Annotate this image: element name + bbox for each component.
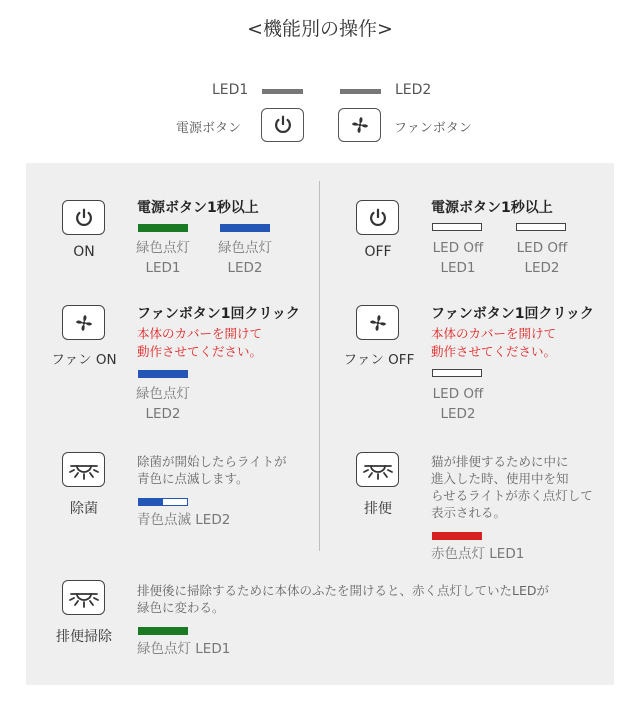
fan-on-led-state: 緑色点灯 <box>136 386 190 402</box>
sterilize-icon-box <box>62 452 105 487</box>
off-heading: 電源ボタン1秒以上 <box>431 200 553 216</box>
power-button[interactable] <box>261 108 304 142</box>
uv-lamp-icon <box>67 585 101 611</box>
fan-button[interactable] <box>338 108 381 142</box>
fan-off-label: ファン OFF <box>343 352 415 368</box>
led1-indicator <box>262 89 303 94</box>
power-icon <box>367 207 389 229</box>
sterilize-desc-2: 青色に点滅します。 <box>137 471 249 486</box>
fan-icon <box>72 311 96 335</box>
on-label: ON <box>73 244 95 260</box>
fan-off-heading: ファンボタン1回クリック <box>431 306 594 322</box>
cleaning-led-text: 緑色点灯 LED1 <box>137 641 231 657</box>
off-led2-bar <box>516 223 566 231</box>
cleaning-label: 排便掃除 <box>56 629 112 645</box>
off-label: OFF <box>364 244 392 260</box>
fan-off-led-name: LED2 <box>440 406 476 422</box>
sterilize-desc-1: 除菌が開始したらライトが <box>137 454 287 469</box>
page-title: <機能別の操作> <box>247 18 393 40</box>
fan-off-led-state: LED Off <box>432 386 484 402</box>
on-led1-state: 緑色点灯 <box>136 240 190 256</box>
on-led2-state: 緑色点灯 <box>218 240 272 256</box>
off-led1-name: LED1 <box>440 260 476 276</box>
sterilize-led2-bar <box>138 498 188 506</box>
power-icon <box>73 207 95 229</box>
fan-on-warning-1: 本体のカバーを開けて <box>137 326 263 341</box>
power-icon <box>272 114 294 136</box>
off-led2-name: LED2 <box>524 260 560 276</box>
excretion-desc-4: 表示される。 <box>431 505 507 520</box>
fan-off-led2-bar <box>432 369 482 377</box>
sterilize-led-text: 青色点滅 LED2 <box>137 512 231 528</box>
on-led1-name: LED1 <box>145 260 181 276</box>
excretion-desc-3: らせるライトが赤く点灯して <box>431 488 593 503</box>
off-led2-state: LED Off <box>516 240 568 256</box>
excretion-led1-bar <box>432 532 482 540</box>
uv-lamp-icon <box>67 457 101 483</box>
fan-icon <box>348 113 372 137</box>
on-led2-bar <box>220 224 270 232</box>
power-button-label: 電源ボタン <box>176 121 242 136</box>
led2-label: LED2 <box>395 82 432 98</box>
on-led1-bar <box>138 224 188 232</box>
fan-icon <box>366 311 390 335</box>
fan-on-led-name: LED2 <box>145 406 181 422</box>
off-led1-bar <box>432 223 482 231</box>
cleaning-desc-2: 緑色に変わる。 <box>137 600 225 615</box>
column-divider <box>319 181 320 551</box>
excretion-led-text: 赤色点灯 LED1 <box>431 546 525 562</box>
fan-on-icon-box <box>62 305 105 340</box>
fan-on-warning-2: 動作させてください。 <box>137 344 263 359</box>
off-icon-box <box>356 200 399 235</box>
fan-off-warning-1: 本体のカバーを開けて <box>431 326 557 341</box>
fan-off-warning-2: 動作させてください。 <box>431 344 557 359</box>
sterilize-label: 除菌 <box>70 501 98 517</box>
on-icon-box <box>62 200 105 235</box>
cleaning-desc-1: 排便後に掃除するために本体のふたを開けると、赤く点灯していたLEDが <box>137 583 549 598</box>
led1-label: LED1 <box>212 82 249 98</box>
fan-on-heading: ファンボタン1回クリック <box>137 306 300 322</box>
excretion-icon-box <box>356 452 399 487</box>
excretion-desc-1: 猫が排便するために中に <box>431 454 569 469</box>
fan-on-led2-bar <box>138 370 188 378</box>
fan-on-label: ファン ON <box>51 352 117 368</box>
fan-button-label: ファンボタン <box>394 121 472 136</box>
excretion-desc-2: 進入した時、使用中を知 <box>431 471 569 486</box>
led2-indicator <box>340 89 381 94</box>
fan-off-icon-box <box>356 305 399 340</box>
cleaning-led1-bar <box>138 627 188 635</box>
button-legend <box>0 0 640 160</box>
on-led2-name: LED2 <box>227 260 263 276</box>
uv-lamp-icon <box>361 457 395 483</box>
off-led1-state: LED Off <box>432 240 484 256</box>
cleaning-icon-box <box>62 580 105 615</box>
excretion-label: 排便 <box>364 501 392 517</box>
on-heading: 電源ボタン1秒以上 <box>137 200 259 216</box>
